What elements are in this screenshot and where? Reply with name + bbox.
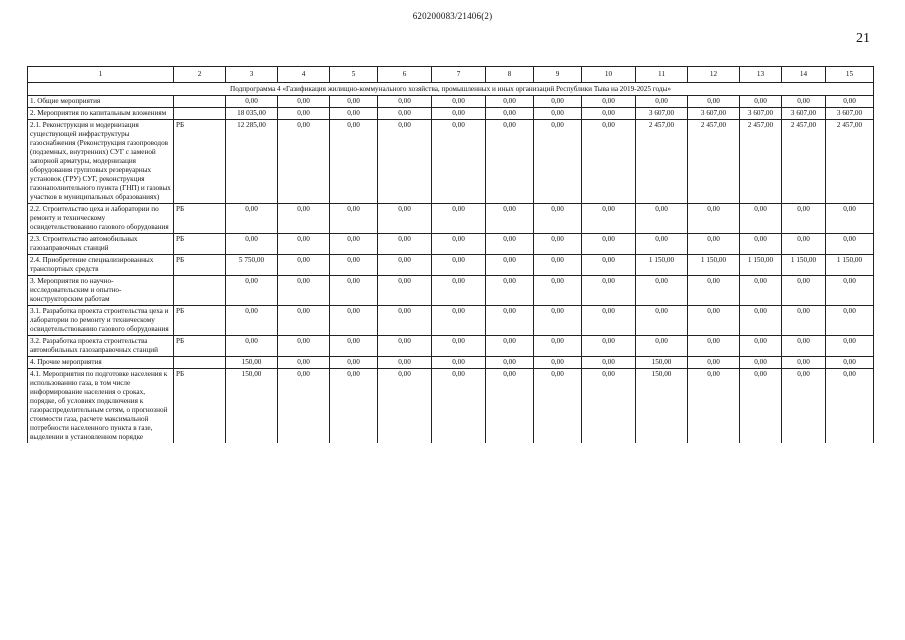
value-cell: 0,00 xyxy=(432,276,486,306)
value-cell: 0,00 xyxy=(534,255,582,276)
value-cell: 0,00 xyxy=(534,369,582,444)
value-cell: 0,00 xyxy=(330,108,378,120)
value-cell: 0,00 xyxy=(378,369,432,444)
value-cell: 0,00 xyxy=(330,120,378,204)
value-cell: 0,00 xyxy=(826,357,874,369)
funding-source xyxy=(174,357,226,369)
row-name: 2.2. Строительство цеха и лаборатории по ремонту и техническому освидетельствованию газового оборудования xyxy=(28,204,174,234)
value-cell: 1 150,00 xyxy=(782,255,826,276)
value-cell: 0,00 xyxy=(582,234,636,255)
value-cell: 0,00 xyxy=(582,108,636,120)
value-cell: 0,00 xyxy=(486,306,534,336)
value-cell: 0,00 xyxy=(826,336,874,357)
value-cell: 0,00 xyxy=(378,255,432,276)
value-cell: 0,00 xyxy=(582,276,636,306)
column-number: 4 xyxy=(278,67,330,83)
funding-source: РБ xyxy=(174,204,226,234)
value-cell: 0,00 xyxy=(688,357,740,369)
value-cell: 0,00 xyxy=(740,369,782,444)
value-cell: 0,00 xyxy=(330,276,378,306)
value-cell: 0,00 xyxy=(330,234,378,255)
value-cell: 0,00 xyxy=(636,96,688,108)
value-cell: 0,00 xyxy=(582,255,636,276)
column-number: 12 xyxy=(688,67,740,83)
value-cell: 0,00 xyxy=(782,306,826,336)
subprogram-title-row xyxy=(28,83,874,96)
value-cell: 0,00 xyxy=(740,204,782,234)
row-name: 2. Мероприятия по капитальным вложениям xyxy=(28,108,174,120)
value-cell: 0,00 xyxy=(826,96,874,108)
value-cell: 0,00 xyxy=(826,369,874,444)
value-cell: 0,00 xyxy=(582,204,636,234)
row-name: 2.3. Строительство автомобильных газозаправочных станций xyxy=(28,234,174,255)
value-cell: 150,00 xyxy=(226,357,278,369)
column-number: 3 xyxy=(226,67,278,83)
value-cell: 0,00 xyxy=(534,204,582,234)
funding-source: РБ xyxy=(174,255,226,276)
value-cell: 0,00 xyxy=(278,234,330,255)
value-cell: 0,00 xyxy=(330,255,378,276)
value-cell: 150,00 xyxy=(636,357,688,369)
funding-source xyxy=(174,276,226,306)
value-cell: 150,00 xyxy=(636,369,688,444)
column-number: 9 xyxy=(534,67,582,83)
value-cell: 0,00 xyxy=(782,276,826,306)
value-cell: 0,00 xyxy=(688,204,740,234)
column-number: 1 xyxy=(28,67,174,83)
value-cell: 0,00 xyxy=(582,336,636,357)
table-row xyxy=(28,234,874,255)
column-number: 11 xyxy=(636,67,688,83)
value-cell: 0,00 xyxy=(688,96,740,108)
value-cell: 0,00 xyxy=(432,306,486,336)
value-cell: 0,00 xyxy=(688,234,740,255)
value-cell: 0,00 xyxy=(534,357,582,369)
value-cell: 0,00 xyxy=(278,120,330,204)
value-cell: 0,00 xyxy=(278,96,330,108)
value-cell: 0,00 xyxy=(534,306,582,336)
table-row xyxy=(28,306,874,336)
value-cell: 0,00 xyxy=(378,276,432,306)
table-row xyxy=(28,276,874,306)
value-cell: 0,00 xyxy=(688,276,740,306)
table-row xyxy=(28,357,874,369)
funding-source: РБ xyxy=(174,369,226,444)
value-cell: 0,00 xyxy=(226,204,278,234)
value-cell: 0,00 xyxy=(378,306,432,336)
value-cell: 3 607,00 xyxy=(826,108,874,120)
value-cell: 2 457,00 xyxy=(740,120,782,204)
value-cell: 0,00 xyxy=(226,276,278,306)
value-cell: 3 607,00 xyxy=(636,108,688,120)
value-cell: 0,00 xyxy=(486,369,534,444)
value-cell: 0,00 xyxy=(432,357,486,369)
funding-source: РБ xyxy=(174,306,226,336)
value-cell: 0,00 xyxy=(782,234,826,255)
value-cell: 0,00 xyxy=(636,336,688,357)
value-cell: 0,00 xyxy=(826,204,874,234)
value-cell: 12 285,00 xyxy=(226,120,278,204)
value-cell: 5 750,00 xyxy=(226,255,278,276)
value-cell: 0,00 xyxy=(278,369,330,444)
value-cell: 0,00 xyxy=(378,336,432,357)
value-cell: 0,00 xyxy=(432,120,486,204)
column-number: 14 xyxy=(782,67,826,83)
value-cell: 0,00 xyxy=(378,204,432,234)
value-cell: 0,00 xyxy=(636,276,688,306)
value-cell: 2 457,00 xyxy=(826,120,874,204)
table-row xyxy=(28,369,874,444)
value-cell: 0,00 xyxy=(432,255,486,276)
value-cell: 0,00 xyxy=(688,369,740,444)
value-cell: 0,00 xyxy=(486,204,534,234)
value-cell: 1 150,00 xyxy=(636,255,688,276)
row-name: 3.2. Разработка проекта строительства автомобильных газозаправочных станций xyxy=(28,336,174,357)
value-cell: 0,00 xyxy=(486,108,534,120)
value-cell: 0,00 xyxy=(330,336,378,357)
row-name: 1. Общие мероприятия xyxy=(28,96,174,108)
value-cell: 0,00 xyxy=(582,120,636,204)
value-cell: 0,00 xyxy=(782,204,826,234)
funding-source: РБ xyxy=(174,120,226,204)
value-cell: 0,00 xyxy=(740,357,782,369)
funding-source xyxy=(174,108,226,120)
value-cell: 0,00 xyxy=(534,336,582,357)
table-row xyxy=(28,108,874,120)
table-row xyxy=(28,96,874,108)
column-number: 6 xyxy=(378,67,432,83)
value-cell: 0,00 xyxy=(378,120,432,204)
value-cell: 2 457,00 xyxy=(688,120,740,204)
value-cell: 0,00 xyxy=(278,204,330,234)
value-cell: 0,00 xyxy=(688,306,740,336)
value-cell: 0,00 xyxy=(782,357,826,369)
value-cell: 0,00 xyxy=(226,336,278,357)
value-cell: 0,00 xyxy=(378,108,432,120)
value-cell: 0,00 xyxy=(782,96,826,108)
value-cell: 150,00 xyxy=(226,369,278,444)
value-cell: 0,00 xyxy=(378,234,432,255)
value-cell: 0,00 xyxy=(486,357,534,369)
value-cell: 0,00 xyxy=(782,369,826,444)
row-name: 3. Мероприятия по научно-исследовательским и опытно-конструкторским работам xyxy=(28,276,174,306)
value-cell: 0,00 xyxy=(486,96,534,108)
value-cell: 0,00 xyxy=(278,306,330,336)
value-cell: 18 035,00 xyxy=(226,108,278,120)
table-row xyxy=(28,120,874,204)
value-cell: 0,00 xyxy=(740,234,782,255)
value-cell: 0,00 xyxy=(636,234,688,255)
value-cell: 3 607,00 xyxy=(688,108,740,120)
row-name: 3.1. Разработка проекта строительства цеха и лаборатории по ремонту и техническому освидетельствованию газового оборудования xyxy=(28,306,174,336)
subprogram-title: Подпрограмма 4 «Газификация жилищно-коммунального хозяйства, промышленных и иных организаций Республики Тыва на 2019-2025 годы» xyxy=(28,83,874,96)
table-row xyxy=(28,336,874,357)
value-cell: 0,00 xyxy=(534,120,582,204)
value-cell: 0,00 xyxy=(740,276,782,306)
value-cell: 0,00 xyxy=(582,306,636,336)
value-cell: 2 457,00 xyxy=(782,120,826,204)
column-number: 13 xyxy=(740,67,782,83)
value-cell: 0,00 xyxy=(330,357,378,369)
column-number: 8 xyxy=(486,67,534,83)
column-number: 15 xyxy=(826,67,874,83)
value-cell: 3 607,00 xyxy=(740,108,782,120)
value-cell: 0,00 xyxy=(378,357,432,369)
value-cell: 0,00 xyxy=(486,120,534,204)
value-cell: 0,00 xyxy=(782,336,826,357)
value-cell: 0,00 xyxy=(330,204,378,234)
value-cell: 0,00 xyxy=(486,276,534,306)
budget-table xyxy=(27,66,874,443)
value-cell: 0,00 xyxy=(826,306,874,336)
column-number: 10 xyxy=(582,67,636,83)
value-cell: 0,00 xyxy=(486,336,534,357)
value-cell: 0,00 xyxy=(278,255,330,276)
value-cell: 0,00 xyxy=(330,369,378,444)
value-cell: 0,00 xyxy=(432,96,486,108)
row-name: 4.1. Мероприятия по подготовке населения к использованию газа, в том числе информирование населения о сроках, порядке, об условиях подключения к газораспределительным сетям, о прогнозной стоимости газа, расчете максимальной потребности населенного пункта в газе, выделении в установленном порядке xyxy=(28,369,174,444)
value-cell: 0,00 xyxy=(688,336,740,357)
value-cell: 0,00 xyxy=(432,108,486,120)
row-name: 2.4. Приобретение специализированных транспортных средств xyxy=(28,255,174,276)
value-cell: 0,00 xyxy=(226,96,278,108)
value-cell: 0,00 xyxy=(486,255,534,276)
value-cell: 0,00 xyxy=(740,96,782,108)
value-cell: 0,00 xyxy=(582,357,636,369)
value-cell: 0,00 xyxy=(534,96,582,108)
value-cell: 2 457,00 xyxy=(636,120,688,204)
value-cell: 0,00 xyxy=(534,276,582,306)
value-cell: 0,00 xyxy=(226,306,278,336)
value-cell: 0,00 xyxy=(636,204,688,234)
value-cell: 0,00 xyxy=(432,336,486,357)
value-cell: 0,00 xyxy=(432,369,486,444)
table-row xyxy=(28,255,874,276)
value-cell: 0,00 xyxy=(582,96,636,108)
value-cell: 0,00 xyxy=(278,357,330,369)
value-cell: 0,00 xyxy=(432,234,486,255)
value-cell: 0,00 xyxy=(486,234,534,255)
column-number-row xyxy=(28,67,874,83)
value-cell: 1 150,00 xyxy=(688,255,740,276)
funding-source xyxy=(174,96,226,108)
column-number: 7 xyxy=(432,67,486,83)
value-cell: 0,00 xyxy=(226,234,278,255)
value-cell: 0,00 xyxy=(826,276,874,306)
row-name: 2.1. Реконструкция и модернизация существующей инфраструктуры газоснабжения (Реконструкция газопроводов (подземных, внутренних) СУГ с заменой запорной арматуры, модернизация оборудования групповых резервуарных установок (ГРУ) СУГ, реконструкция газонаполнительного пункта (ГНП) и газовых участков в муниципальных образованиях) xyxy=(28,120,174,204)
value-cell: 0,00 xyxy=(330,306,378,336)
value-cell: 0,00 xyxy=(278,108,330,120)
value-cell: 0,00 xyxy=(636,306,688,336)
value-cell: 0,00 xyxy=(534,234,582,255)
document-id: 620200083/21406(2) xyxy=(412,11,493,21)
funding-source: РБ xyxy=(174,234,226,255)
row-name: 4. Прочие мероприятия xyxy=(28,357,174,369)
value-cell: 0,00 xyxy=(330,96,378,108)
value-cell: 3 607,00 xyxy=(782,108,826,120)
funding-source: РБ xyxy=(174,336,226,357)
value-cell: 1 150,00 xyxy=(740,255,782,276)
column-number: 5 xyxy=(330,67,378,83)
value-cell: 1 150,00 xyxy=(826,255,874,276)
value-cell: 0,00 xyxy=(278,336,330,357)
value-cell: 0,00 xyxy=(278,276,330,306)
value-cell: 0,00 xyxy=(826,234,874,255)
value-cell: 0,00 xyxy=(432,204,486,234)
table-row xyxy=(28,204,874,234)
page-number: 21 xyxy=(856,31,870,46)
column-number: 2 xyxy=(174,67,226,83)
value-cell: 0,00 xyxy=(740,336,782,357)
value-cell: 0,00 xyxy=(740,306,782,336)
value-cell: 0,00 xyxy=(378,96,432,108)
value-cell: 0,00 xyxy=(534,108,582,120)
value-cell: 0,00 xyxy=(582,369,636,444)
